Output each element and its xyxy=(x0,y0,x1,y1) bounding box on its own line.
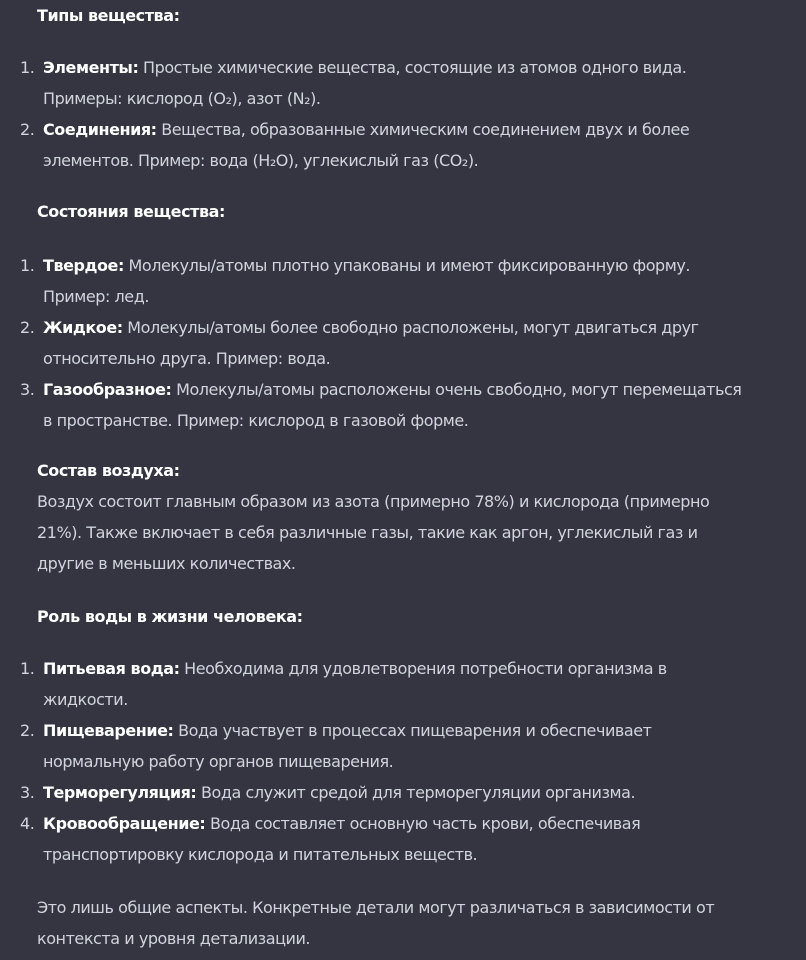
list-item-term: Соединения: xyxy=(43,120,157,139)
list-item-number: 1. xyxy=(20,256,35,275)
list-item xyxy=(0,312,806,374)
list-item-term: Жидкое: xyxy=(43,318,123,337)
list-item-text: Молекулы/атомы плотно упакованы и имеют фиксированную форму. Пример: лед. xyxy=(43,256,691,306)
section-heading-water: Роль воды в жизни человека: xyxy=(37,607,303,626)
list-item-number: 4. xyxy=(20,814,35,833)
list-item-number: 2. xyxy=(20,721,35,740)
section-heading-air: Состав воздуха: xyxy=(37,461,180,480)
list-item-term: Газообразное: xyxy=(43,380,172,399)
states-list-block xyxy=(0,250,806,436)
list-item xyxy=(0,374,806,436)
list-item xyxy=(0,715,806,777)
list-item-term: Твердое: xyxy=(43,256,124,275)
list-item-term: Питьевая вода: xyxy=(43,659,180,678)
water-list-block xyxy=(0,653,806,870)
list-item-text: Вода служит средой для терморегуляции организма. xyxy=(196,783,636,802)
list-item xyxy=(0,808,806,870)
section-heading-states: Состояния вещества: xyxy=(37,202,225,221)
list-item-term: Кровообращение: xyxy=(43,814,206,833)
list-item-term: Терморегуляция: xyxy=(43,783,197,802)
list-item-term: Элементы: xyxy=(43,58,139,77)
list-item-number: 2. xyxy=(20,120,35,139)
list-item-text: Молекулы/атомы более свободно расположены, могут двигаться друг относительно друга. Пример: вода. xyxy=(43,318,699,368)
types-list xyxy=(0,52,806,176)
list-item-text: Вещества, образованные химическим соединением двух и более элементов. Пример: вода (H₂O), углекислый газ (CO₂). xyxy=(43,120,690,170)
list-item xyxy=(0,52,806,114)
list-item-number: 1. xyxy=(20,58,35,77)
list-item xyxy=(0,250,806,312)
list-item-text: Вода составляет основную часть крови, обеспечивая транспортировку кислорода и питательных веществ. xyxy=(43,814,641,864)
list-item-number: 3. xyxy=(20,380,35,399)
list-item-text: Необходима для удовлетворения потребности организма в жидкости. xyxy=(43,659,667,709)
list-item-text: Вода участвует в процессах пищеварения и обеспечивает нормальную работу органов пищеварения. xyxy=(43,721,652,771)
list-item-number: 2. xyxy=(20,318,35,337)
section-heading-types: Типы вещества: xyxy=(37,6,180,25)
list-item xyxy=(0,653,806,715)
list-item-number: 3. xyxy=(20,783,35,802)
closing-paragraph: Это лишь общие аспекты. Конкретные детали могут различаться в зависимости от контекста и уровня детализации. xyxy=(37,898,715,948)
list-item-number: 1. xyxy=(20,659,35,678)
states-list xyxy=(0,250,806,436)
types-list-block xyxy=(0,52,806,176)
list-item-term: Пищеварение: xyxy=(43,721,174,740)
list-item xyxy=(0,114,806,176)
list-item-text: Простые химические вещества, состоящие из атомов одного вида. Примеры: кислород (O₂), азот (N₂). xyxy=(43,58,687,108)
list-item-text: Молекулы/атомы расположены очень свободно, могут перемещаться в пространстве. Пример: кислород в газовой форме. xyxy=(43,380,742,430)
water-list xyxy=(0,653,806,870)
list-item xyxy=(0,777,806,808)
air-paragraph: Воздух состоит главным образом из азота (примерно 78%) и кислорода (примерно 21%). Также включает в себя различные газы, такие как аргон, углекислый газ и другие в меньших количествах. xyxy=(37,492,710,573)
